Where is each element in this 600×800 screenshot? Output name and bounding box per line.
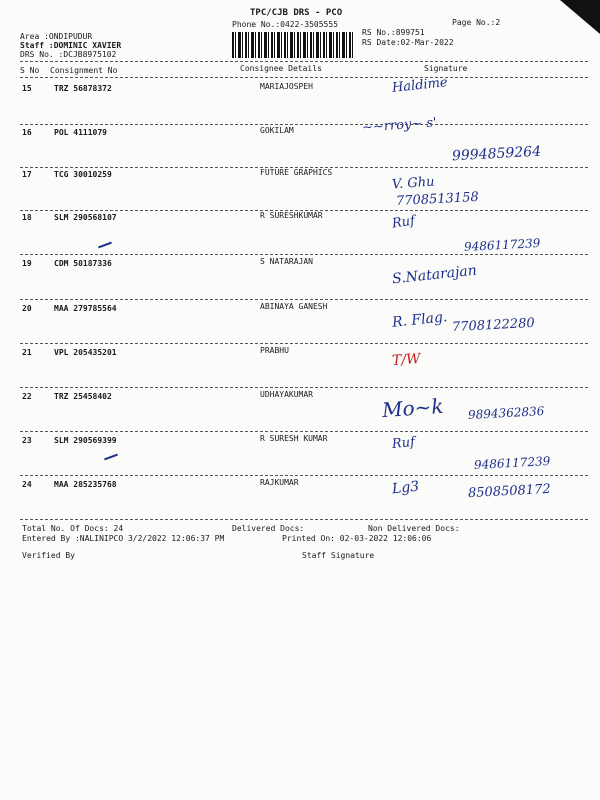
pen-mark [98, 242, 112, 249]
printed-on: Printed On: 02-03-2022 12:06:06 [282, 534, 432, 543]
barcode [232, 32, 354, 58]
row-consignment: MAA 285235768 [54, 480, 117, 489]
row-consignee: GOKILAM [260, 126, 294, 135]
row-divider [20, 299, 588, 300]
row-consignment: POL 4111079 [54, 128, 107, 137]
row-divider [20, 254, 588, 255]
row-consignee: UDHAYAKUMAR [260, 390, 313, 399]
row-sno: 23 [22, 436, 32, 445]
staff-signature: Staff Signature [302, 551, 375, 560]
row-consignee: MARIAJOSPEH [260, 82, 313, 91]
col-sno: S No [20, 66, 40, 75]
col-consignment: Consignment No [50, 66, 118, 75]
signature-scribble: V. Ghu [391, 174, 435, 193]
header-divider [20, 77, 588, 78]
row-consignment: MAA 279785564 [54, 304, 117, 313]
col-consignee: Consignee Details [240, 64, 322, 73]
col-signature: Signature [424, 64, 468, 73]
handwritten-phone: 9894362836 [467, 404, 545, 422]
row-divider [20, 167, 588, 168]
signature-scribble: Mo~k [381, 393, 445, 423]
row-consignment: SLM 290569399 [54, 436, 117, 445]
handwritten-phone: 7708513158 [395, 189, 480, 210]
signature-scribble: Haldime [391, 75, 449, 96]
pen-mark [104, 454, 118, 461]
row-consignee: R SURESHKUMAR [260, 211, 323, 220]
row-consignee: RAJKUMAR [260, 478, 299, 487]
signature-scribble: T/W [391, 351, 421, 369]
row-sno: 15 [22, 84, 32, 93]
footer-divider [20, 519, 588, 520]
signature-scribble: Lg3 [391, 478, 420, 498]
row-consignment: VPL 205435201 [54, 348, 117, 357]
header-divider [20, 61, 588, 62]
handwritten-phone: 9994859264 [451, 143, 542, 165]
row-sno: 20 [22, 304, 32, 313]
total-docs: Total No. Of Docs: 24 [22, 524, 124, 533]
drs-number: DRS No. :DCJB8975102 [20, 50, 117, 59]
document-title: TPC/CJB DRS - PCO [250, 8, 343, 18]
row-consignee: FUTURE GRAPHICS [260, 168, 333, 177]
row-consignment: TRZ 25458402 [54, 392, 112, 401]
row-sno: 24 [22, 480, 32, 489]
scan-corner-mark [560, 0, 600, 34]
area: Area :ONDIPUDUR [20, 32, 93, 41]
row-sno: 17 [22, 170, 32, 179]
rs-date: RS Date:02-Mar-2022 [362, 38, 454, 47]
row-consignee: R SURESH KUMAR [260, 434, 328, 443]
phone-number: Phone No.:0422-3505555 [232, 20, 338, 29]
row-divider [20, 387, 588, 388]
row-divider [20, 210, 588, 211]
row-consignee: S NATARAJAN [260, 257, 313, 266]
signature-scribble: Ruf [391, 434, 416, 453]
row-consignee: ABINAYA GANESH [260, 302, 328, 311]
page-number: Page No.:2 [452, 18, 501, 27]
row-consignment: TCG 30010259 [54, 170, 112, 179]
handwritten-phone: 7708122280 [451, 315, 536, 336]
signature-scribble: Ruf [391, 213, 416, 232]
row-divider [20, 124, 588, 125]
handwritten-phone: 9486117239 [463, 236, 541, 254]
row-divider [20, 475, 588, 476]
row-consignment: TRZ 56878372 [54, 84, 112, 93]
row-consignment: SLM 290568107 [54, 213, 117, 222]
handwritten-phone: 8508508172 [467, 481, 552, 502]
signature-scribble: ~~rroy~ s' [361, 115, 438, 136]
row-sno: 21 [22, 348, 32, 357]
row-consignee: PRABHU [260, 346, 289, 355]
row-sno: 18 [22, 213, 32, 222]
row-divider [20, 343, 588, 344]
non-delivered-docs: Non Delivered Docs: [368, 524, 460, 533]
signature-scribble: R. Flag. [391, 309, 449, 331]
staff-name: Staff :DOMINIC XAVIER [20, 41, 122, 50]
row-divider [20, 431, 588, 432]
verified-by: Verified By [22, 551, 75, 560]
row-sno: 22 [22, 392, 32, 401]
rs-number: RS No.:899751 [362, 28, 425, 37]
row-sno: 16 [22, 128, 32, 137]
entered-by: Entered By :NALINIPCO 3/2/2022 12:06:37 PM [22, 534, 225, 543]
handwritten-phone: 9486117239 [473, 454, 551, 472]
row-sno: 19 [22, 259, 32, 268]
row-consignment: CDM 50187336 [54, 259, 112, 268]
signature-scribble: S.Natarajan [391, 262, 478, 288]
delivered-docs: Delivered Docs: [232, 524, 305, 533]
